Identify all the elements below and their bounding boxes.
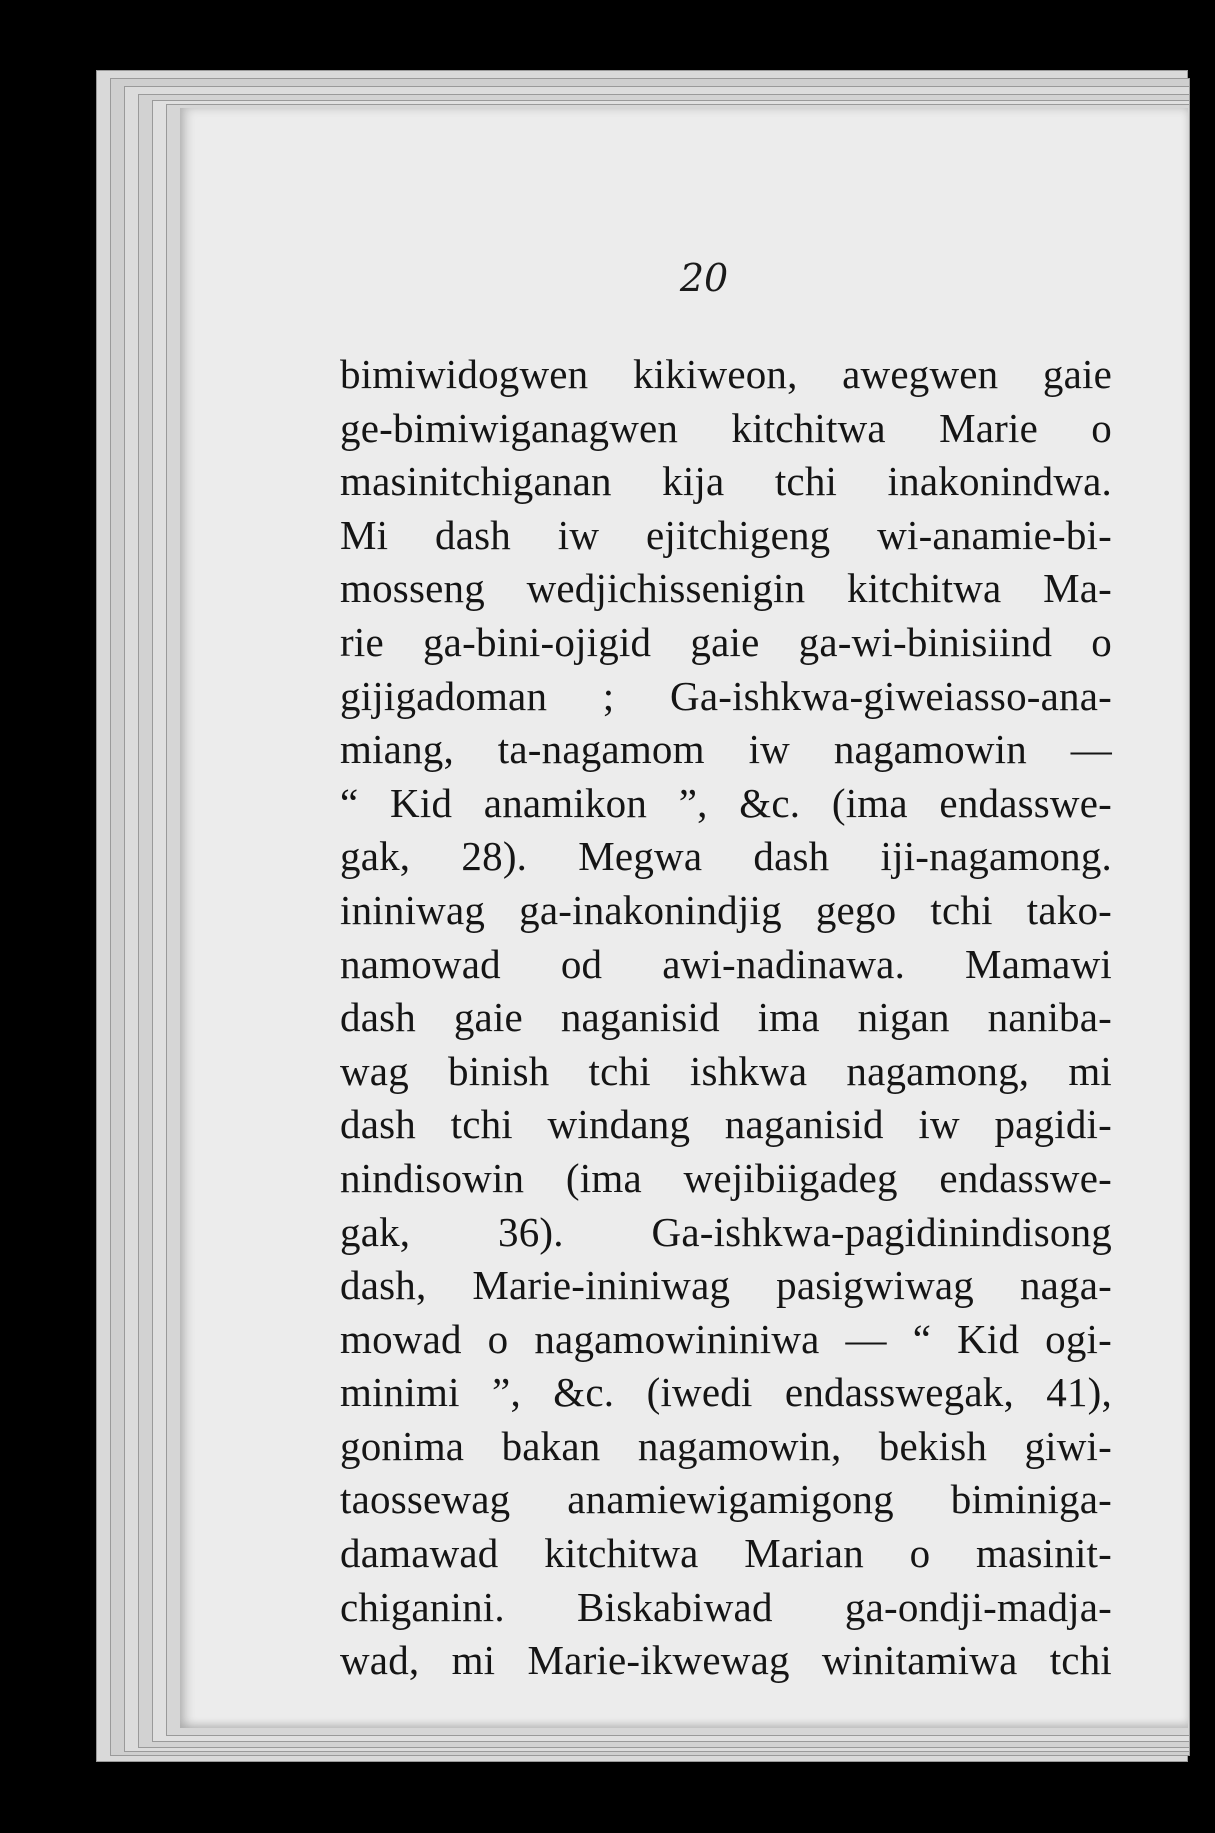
text-line: dash tchi windang naganisid iw pagidi- [340, 1101, 1112, 1148]
text-line: miang, ta-nagamom iw nagamowin — [340, 726, 1112, 773]
text-line: damawad kitchitwa Marian o masinit- [340, 1530, 1112, 1577]
text-line: taossewag anamiewigamigong biminiga- [340, 1476, 1112, 1523]
text-line: minimi ”, &c. (iwedi endasswegak, 41), [340, 1369, 1112, 1416]
text-line: dash gaie naganisid ima nigan naniba- [340, 994, 1112, 1041]
body-text [340, 348, 1112, 1688]
text-line: ininiwag ga-inakonindjig gego tchi tako- [340, 886, 1112, 933]
text-line: mowad o nagamowininiwa — “ Kid ogi- [340, 1315, 1112, 1362]
text-line: ge-bimiwiganagwen kitchitwa Marie o [340, 404, 1112, 451]
text-line: masinitchiganan kija tchi inakonindwa. [340, 458, 1112, 505]
text-line: gak, 36). Ga-ishkwa-pagidinindisong [340, 1208, 1112, 1255]
text-line: mosseng wedjichissenigin kitchitwa Ma- [340, 565, 1112, 612]
text-line: namowad od awi-nadinawa. Mamawi [340, 940, 1112, 987]
page-number: 20 [679, 256, 729, 300]
text-line: Mi dash iw ejitchigeng wi-anamie-bi- [340, 511, 1112, 558]
text-line: “ Kid anamikon ”, &c. (ima endasswe- [340, 779, 1112, 826]
text-line: bimiwidogwen kikiweon, awegwen gaie [340, 351, 1112, 397]
text-line: rie ga-bini-ojigid gaie ga-wi-binisiind o [340, 618, 1112, 665]
text-line: dash, Marie-ininiwag pasigwiwag naga- [340, 1262, 1112, 1309]
text-line: gonima bakan nagamowin, bekish giwi- [340, 1422, 1112, 1469]
text-line: nindisowin (ima wejibiigadeg endasswe- [340, 1154, 1112, 1201]
text-line: wag binish tchi ishkwa nagamong, mi [340, 1047, 1112, 1094]
text-line: chiganini. Biskabiwad ga-ondji-madja- [340, 1583, 1112, 1630]
text-line: wad, mi Marie-ikwewag winitamiwa tchi [340, 1637, 1112, 1684]
book-page [180, 108, 1188, 1728]
text-line: gak, 28). Megwa dash iji-nagamong. [340, 833, 1112, 880]
text-line: gijigadoman ; Ga-ishkwa-giweiasso-ana- [340, 672, 1112, 719]
